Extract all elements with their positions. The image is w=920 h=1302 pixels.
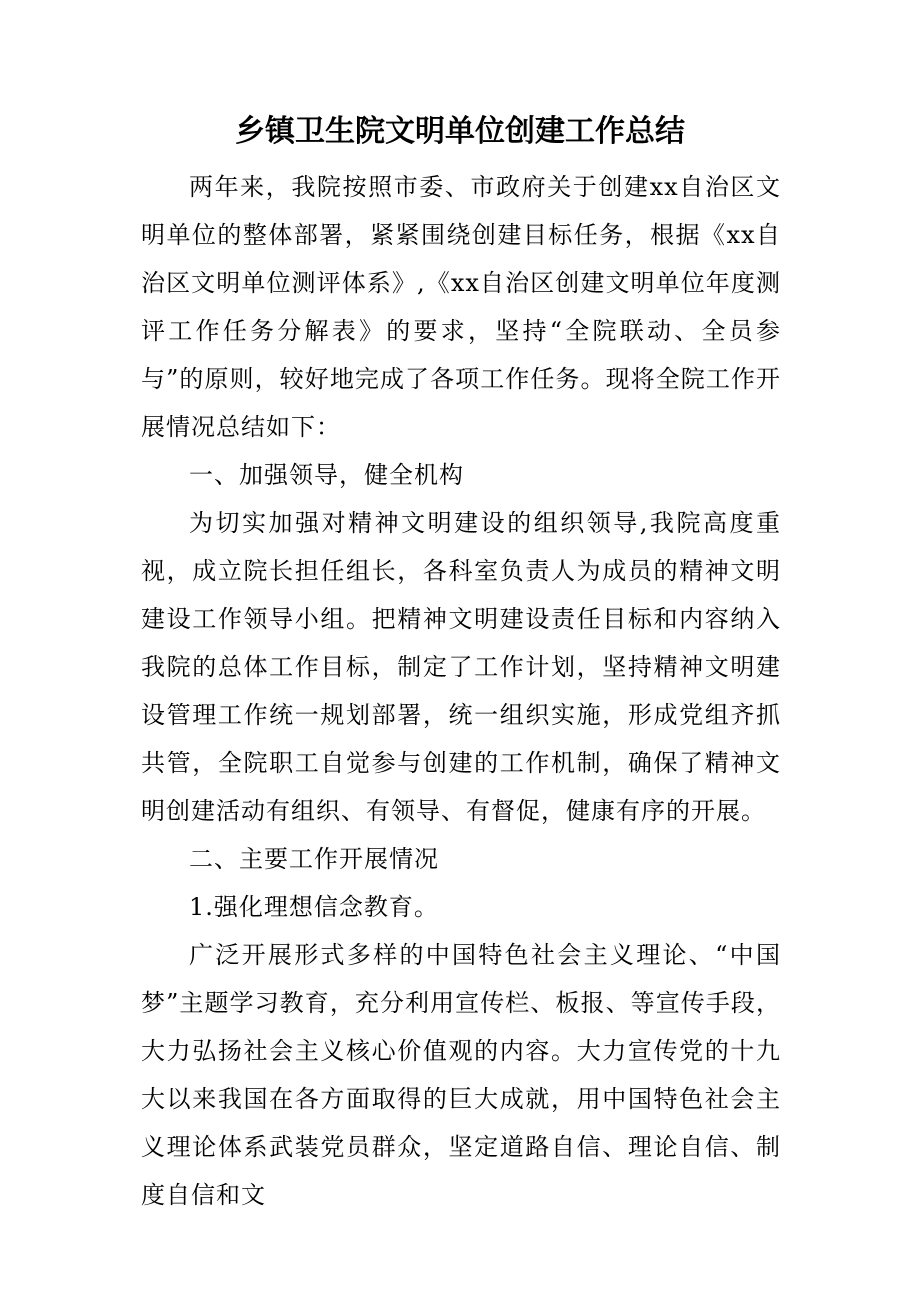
- section-2-paragraph: 广泛开展形式多样的中国特色社会主义理论、“中国梦”主题学习教育，充分利用宣传栏、板报、等宣传手段，大力弘扬社会主义核心价值观的内容。大力宣传党的十九大以来我国在各方面取得的巨大成就，用中国特色社会主义理论体系武装党员群众，坚定道路自信、理论自信、制度自信和文: [141, 941, 781, 1209]
- section-2-subheading: 1.强化理想信念教育。: [189, 893, 439, 921]
- section-1-heading: 一、加强领导，健全机构: [189, 461, 464, 489]
- section-1-paragraph: 为切实加强对精神文明建设的组织领导,我院高度重视，成立院长担任组长，各科室负责人为成员的精神文明建设工作领导小组。把精神文明建设责任目标和内容纳入我院的总体工作目标，制定了工作计划，坚持精神文明建设管理工作统一规划部署，统一组织实施，形成党组齐抓共管，全院职工自觉参与创建的工作机制，确保了精神文明创建活动有组织、有领导、有督促，健康有序的开展。: [141, 509, 781, 825]
- page-title: 乡镇卫生院文明单位创建工作总结: [235, 114, 685, 149]
- intro-paragraph: 两年来，我院按照市委、市政府关于创建xx自治区文明单位的整体部署，紧紧围绕创建目标任务，根据《xx自治区文明单位测评体系》,《xx自治区创建文明单位年度测评工作任务分解表》的要求，坚持“全院联动、全员参与”的原则，较好地完成了各项工作任务。现将全院工作开展情况总结如下：: [141, 173, 781, 441]
- document-body: [141, 163, 781, 1219]
- section-2-heading: 二、主要工作开展情况: [189, 845, 439, 873]
